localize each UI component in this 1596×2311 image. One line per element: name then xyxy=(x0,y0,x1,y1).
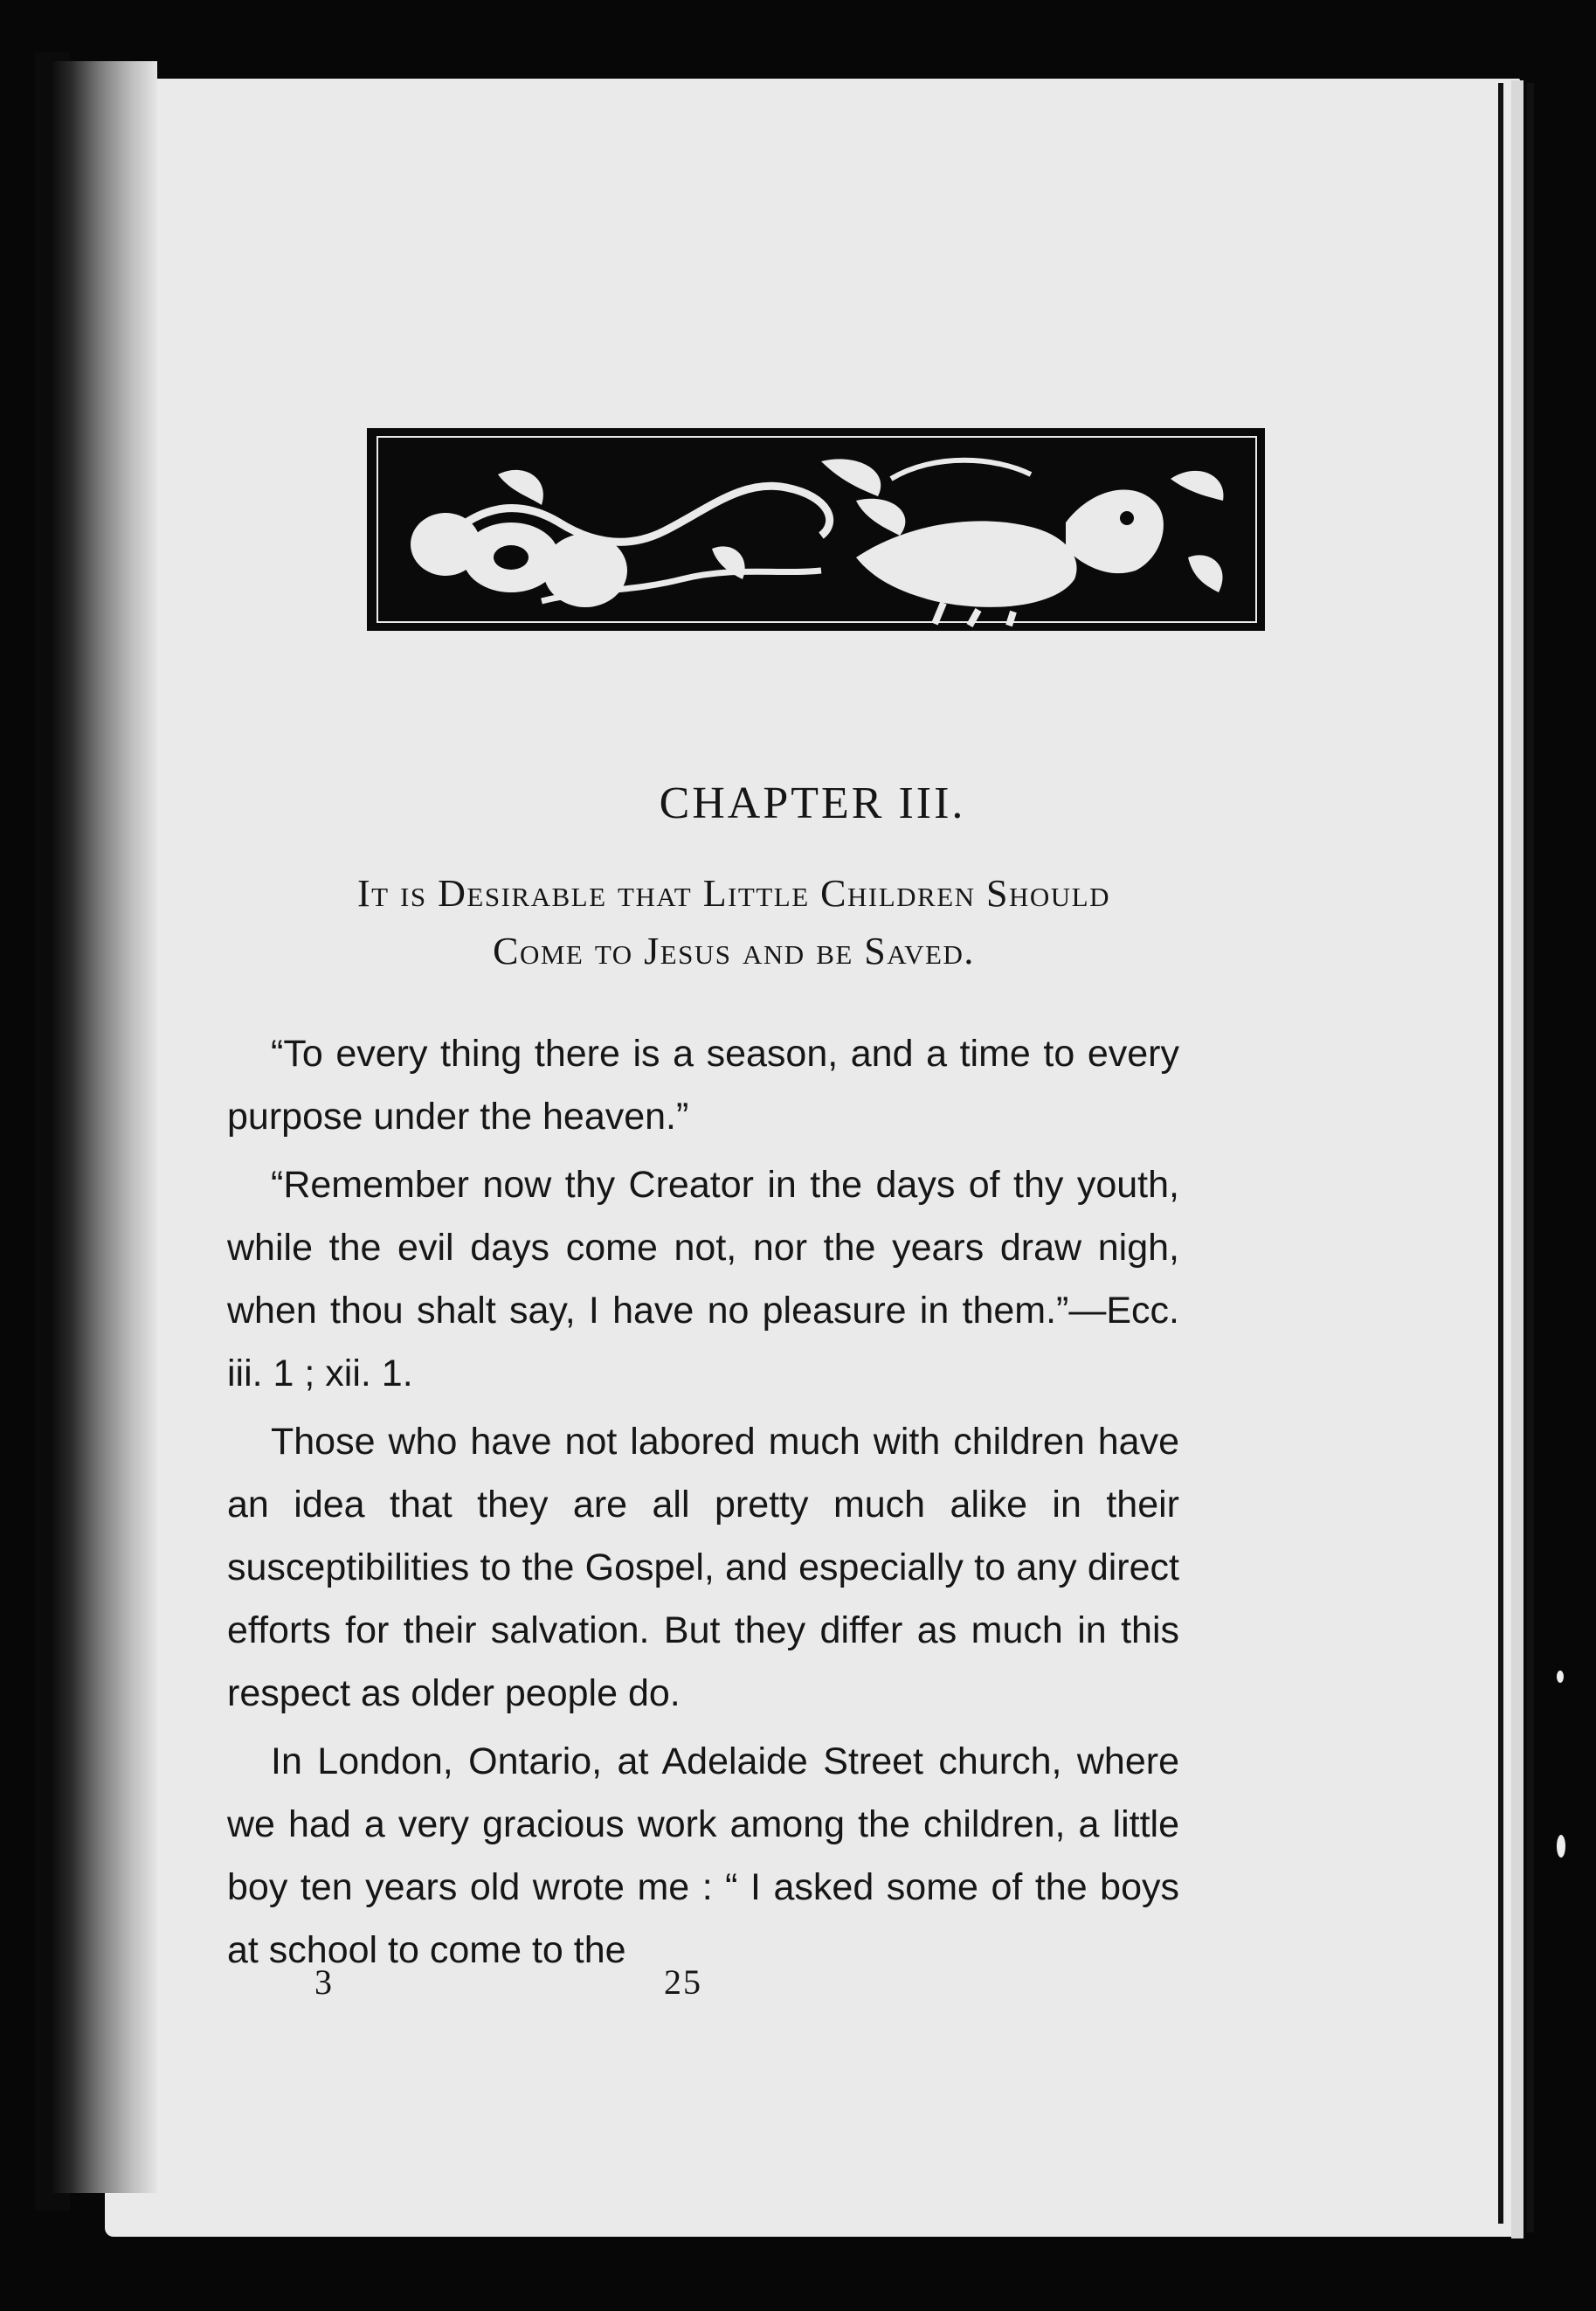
chapter-body xyxy=(227,1022,1179,1987)
chapter-subtitle xyxy=(245,865,1223,980)
page-gutter-shading xyxy=(52,61,157,2193)
page-number: 25 xyxy=(664,1962,702,2002)
page-speck xyxy=(1557,1835,1565,1858)
headpiece-ornament-icon xyxy=(367,426,1267,636)
body-paragraph-2: In London, Ontario, at Adelaide Street church, where we had a very gracious work among the children, a little boy ten years old wrote me : “ I asked some of the boys at school to come to the xyxy=(227,1740,1179,1971)
epigraph-paragraph-2: “Remember now thy Creator in the days of thy youth, while the evil days come not, nor the years draw nigh, when thou shalt say, I have no pleasure in them.”—Ecc. iii. 1 ; xii. 1. xyxy=(227,1164,1179,1394)
chapter-subtitle-line-2: Come to Jesus and be Saved. xyxy=(493,930,975,972)
body-paragraph-1: Those who have not labored much with children have an idea that they are all pretty much alike in their susceptibilities to the Gospel, and especially to any direct efforts for their salvation. But they differ as much in this respect as older people do. xyxy=(227,1421,1179,1714)
signature-mark: 3 xyxy=(314,1962,332,2002)
epigraph-paragraph-1: “To every thing there is a season, and a time to every purpose under the heaven.” xyxy=(227,1033,1179,1138)
chapter-title: CHAPTER III. xyxy=(659,778,966,828)
book-page xyxy=(105,79,1520,2237)
right-page-edge xyxy=(1498,83,1503,2224)
chapter-subtitle-line-1: It is Desirable that Little Children Should xyxy=(356,872,1111,915)
right-page-edge-highlight xyxy=(1511,80,1523,2238)
page-speck xyxy=(1557,1671,1564,1683)
right-outer-edge xyxy=(1527,83,1534,2232)
